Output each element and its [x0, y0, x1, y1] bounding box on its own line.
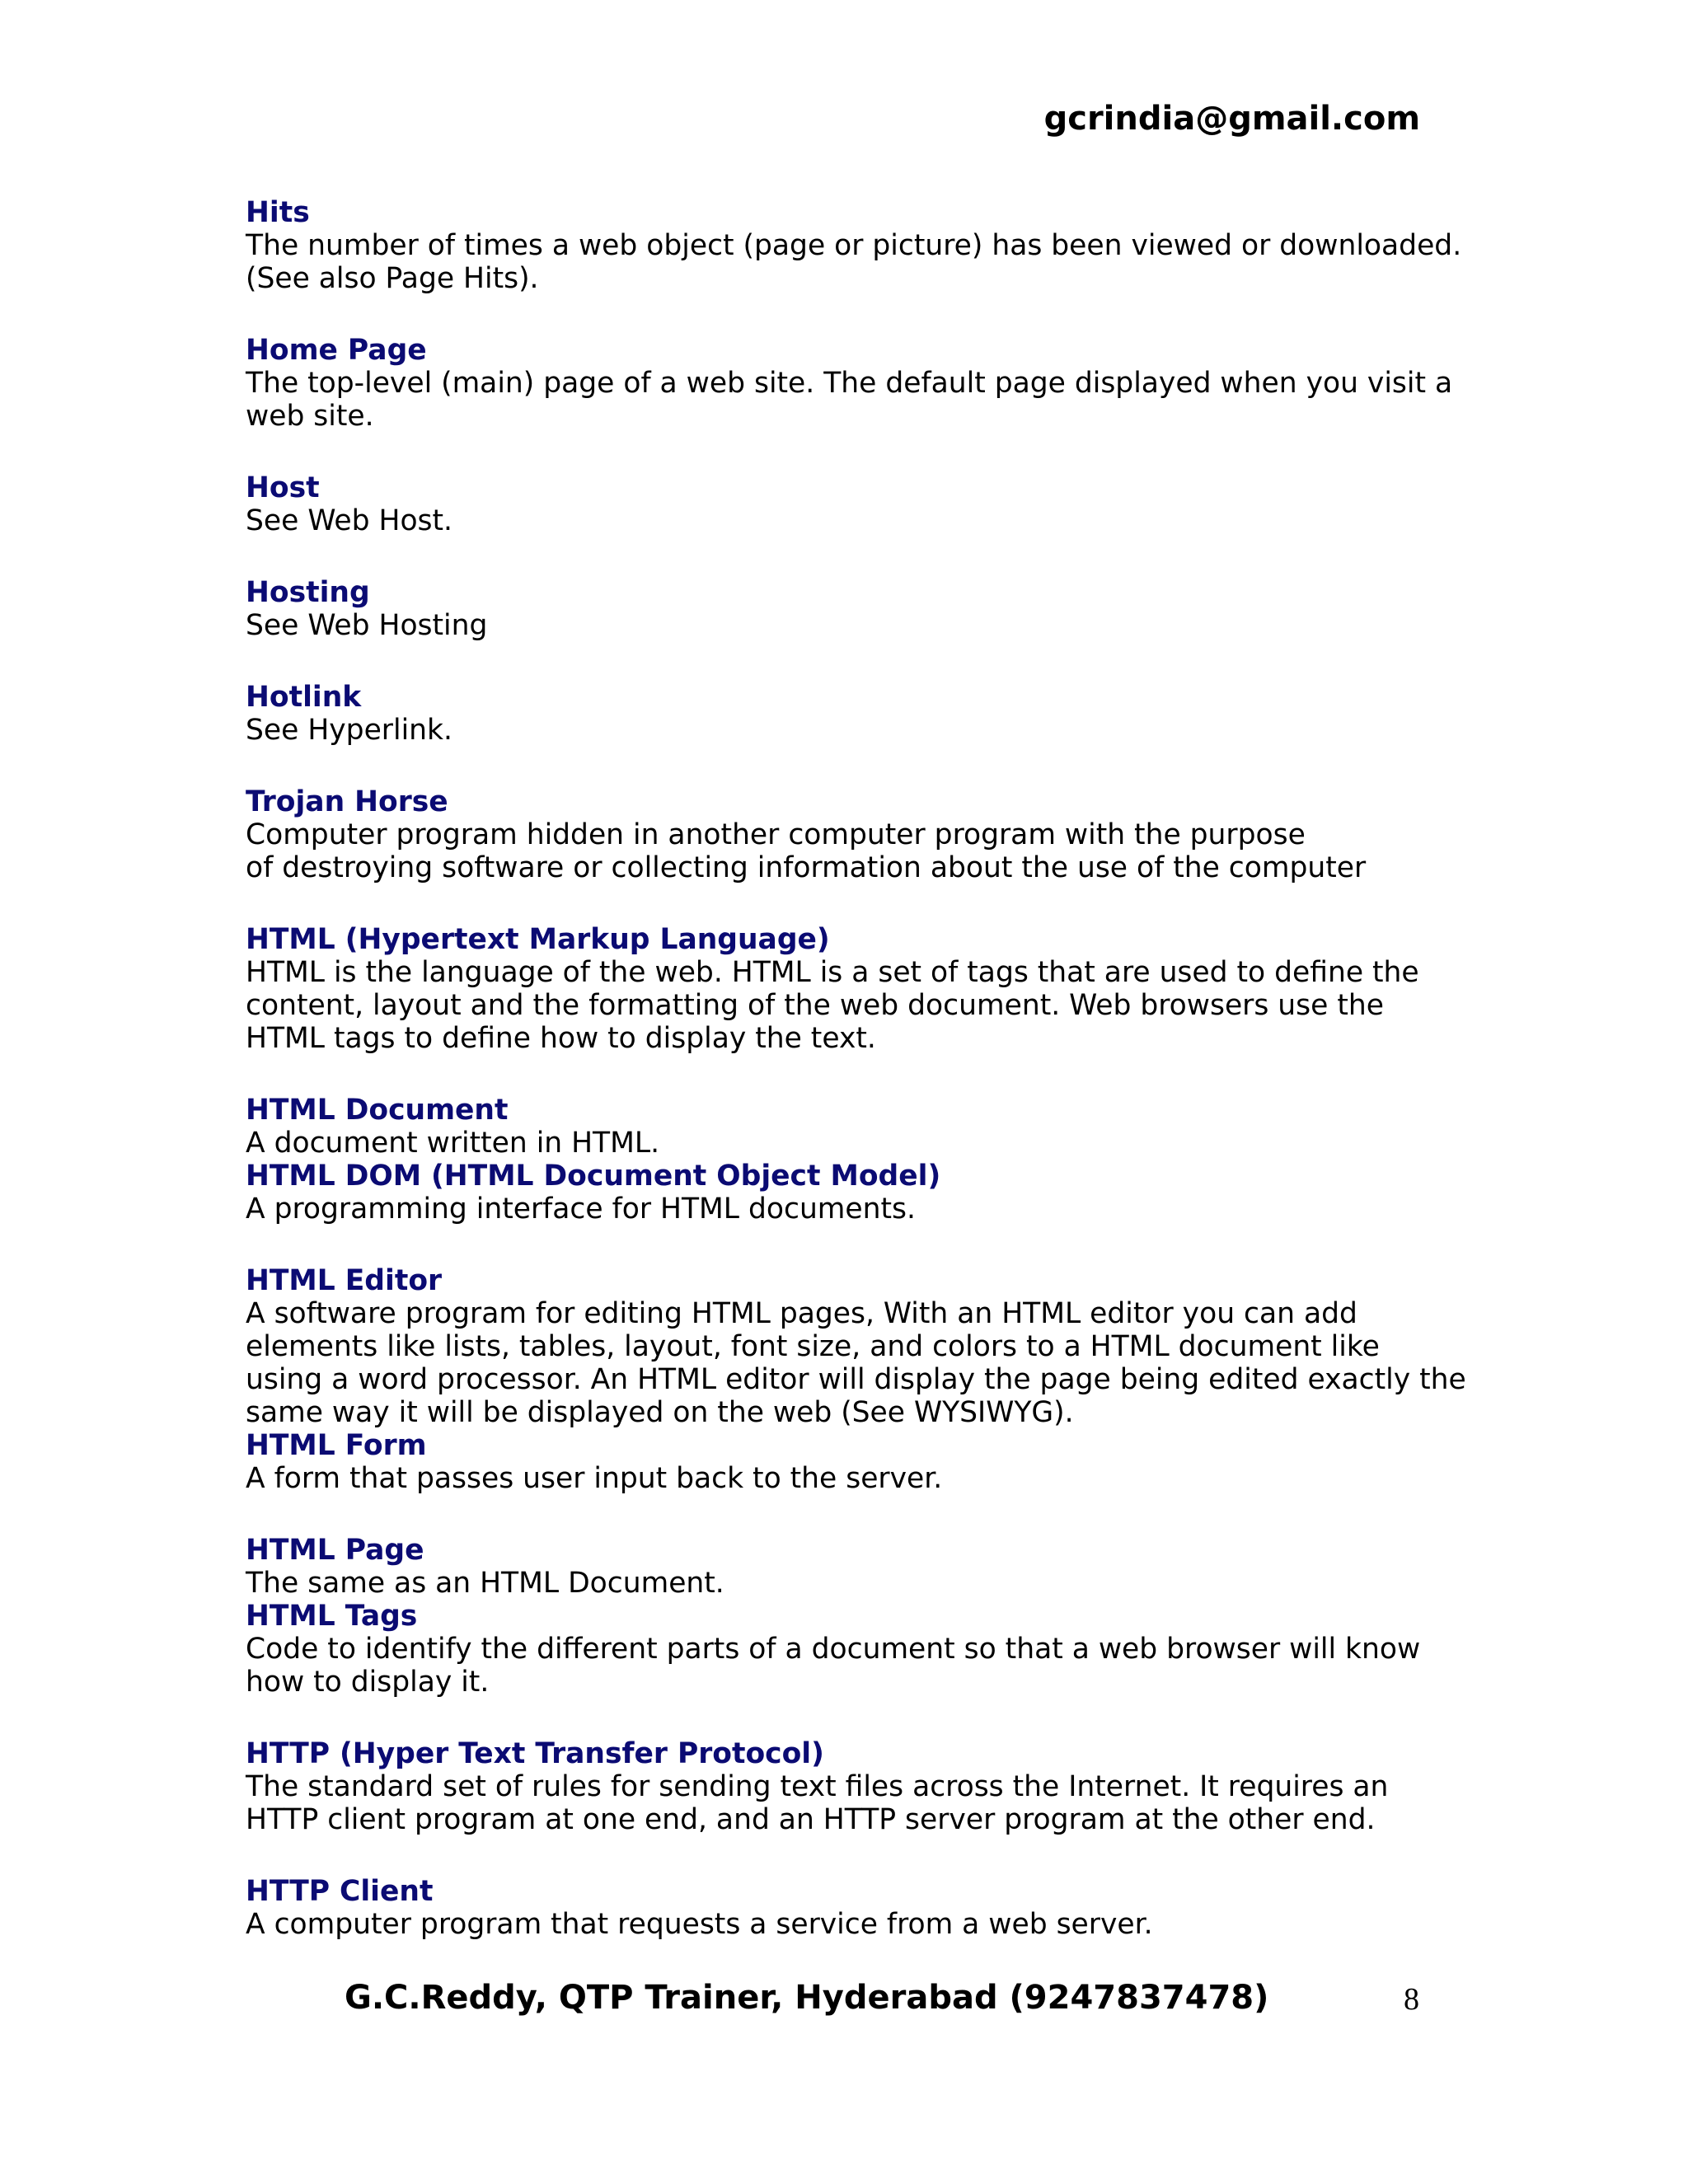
- definition-line: A software program for editing HTML pages, With an HTML editor you can add: [246, 1297, 1357, 1330]
- header-email: gcrindia@gmail.com: [1043, 100, 1420, 138]
- page-number: 8: [1404, 1982, 1419, 2017]
- glossary-entry-html: [246, 923, 1432, 1055]
- term-heading: Hotlink: [246, 681, 362, 714]
- footer-author: G.C.Reddy, QTP Trainer, Hyderabad (9247837478): [345, 1979, 1269, 2017]
- term-heading: Hosting: [246, 576, 370, 609]
- definition-line: (See also Page Hits).: [246, 262, 539, 295]
- definition-line: A programming interface for HTML documents.: [246, 1193, 916, 1226]
- definition-line: HTML is the language of the web. HTML is a set of tags that are used to define the: [246, 956, 1419, 989]
- glossary-entry-html-page: [246, 1534, 1432, 1600]
- term-heading: HTML (Hypertext Markup Language): [246, 923, 830, 956]
- definition-line: how to display it.: [246, 1666, 490, 1699]
- term-heading: HTTP (Hyper Text Transfer Protocol): [246, 1737, 824, 1770]
- term-heading: Hits: [246, 196, 310, 229]
- definition-line: Computer program hidden in another computer program with the purpose: [246, 818, 1306, 851]
- term-heading: HTML Editor: [246, 1264, 443, 1297]
- glossary-entry-http-client: [246, 1875, 1432, 1941]
- glossary-entry-html-editor: [246, 1264, 1466, 1429]
- definition-line: of destroying software or collecting information about the use of the computer: [246, 851, 1367, 884]
- term-heading: HTML Page: [246, 1534, 424, 1567]
- term-heading: Home Page: [246, 334, 427, 367]
- definition-line: The number of times a web object (page or picture) has been viewed or downloaded.: [246, 229, 1462, 262]
- definition-line: same way it will be displayed on the web (See WYSIWYG).: [246, 1396, 1074, 1429]
- glossary-entry-host: [246, 471, 1432, 537]
- definition-line: A computer program that requests a service from a web server.: [246, 1908, 1153, 1941]
- glossary-entry-home-page: [246, 334, 1453, 433]
- term-heading: Host: [246, 471, 320, 504]
- definition-line: The same as an HTML Document.: [246, 1567, 724, 1600]
- glossary-content: [246, 196, 1466, 1941]
- glossary-entry-hotlink: [246, 681, 1432, 747]
- term-heading: Trojan Horse: [246, 785, 448, 818]
- definition-line: HTTP client program at one end, and an HTTP server program at the other end.: [246, 1803, 1376, 1836]
- definition-line: The top-level (main) page of a web site. The default page displayed when you visit a: [246, 367, 1453, 400]
- glossary-entry-html-tags: [246, 1600, 1432, 1699]
- glossary-entry-trojan-horse: [246, 785, 1432, 884]
- glossary-entry-http: [246, 1737, 1432, 1836]
- definition-line: The standard set of rules for sending text files across the Internet. It requires an: [246, 1770, 1389, 1803]
- definition-line: elements like lists, tables, layout, font size, and colors to a HTML document like: [246, 1330, 1380, 1363]
- definition-line: A document written in HTML.: [246, 1127, 660, 1160]
- glossary-entry-html-dom: [246, 1160, 1432, 1226]
- definition-line: See Web Host.: [246, 504, 453, 537]
- definition-line: web site.: [246, 400, 374, 433]
- term-heading: HTML DOM (HTML Document Object Model): [246, 1160, 941, 1193]
- definition-line: using a word processor. An HTML editor will display the page being edited exactly the: [246, 1363, 1466, 1396]
- term-heading: HTML Tags: [246, 1600, 418, 1633]
- glossary-entry-html-form: [246, 1429, 1432, 1495]
- definition-line: content, layout and the formatting of the web document. Web browsers use the: [246, 989, 1384, 1022]
- glossary-entry-hits: [246, 196, 1462, 295]
- term-heading: HTML Document: [246, 1094, 509, 1127]
- definition-line: See Web Hosting: [246, 609, 488, 642]
- glossary-entry-hosting: [246, 576, 1432, 642]
- term-heading: HTTP Client: [246, 1875, 434, 1908]
- definition-line: A form that passes user input back to the server.: [246, 1462, 943, 1495]
- term-heading: HTML Form: [246, 1429, 427, 1462]
- definition-line: Code to identify the different parts of a document so that a web browser will know: [246, 1633, 1421, 1666]
- glossary-entry-html-document: [246, 1094, 1432, 1160]
- definition-line: See Hyperlink.: [246, 714, 452, 747]
- definition-line: HTML tags to define how to display the text.: [246, 1022, 876, 1055]
